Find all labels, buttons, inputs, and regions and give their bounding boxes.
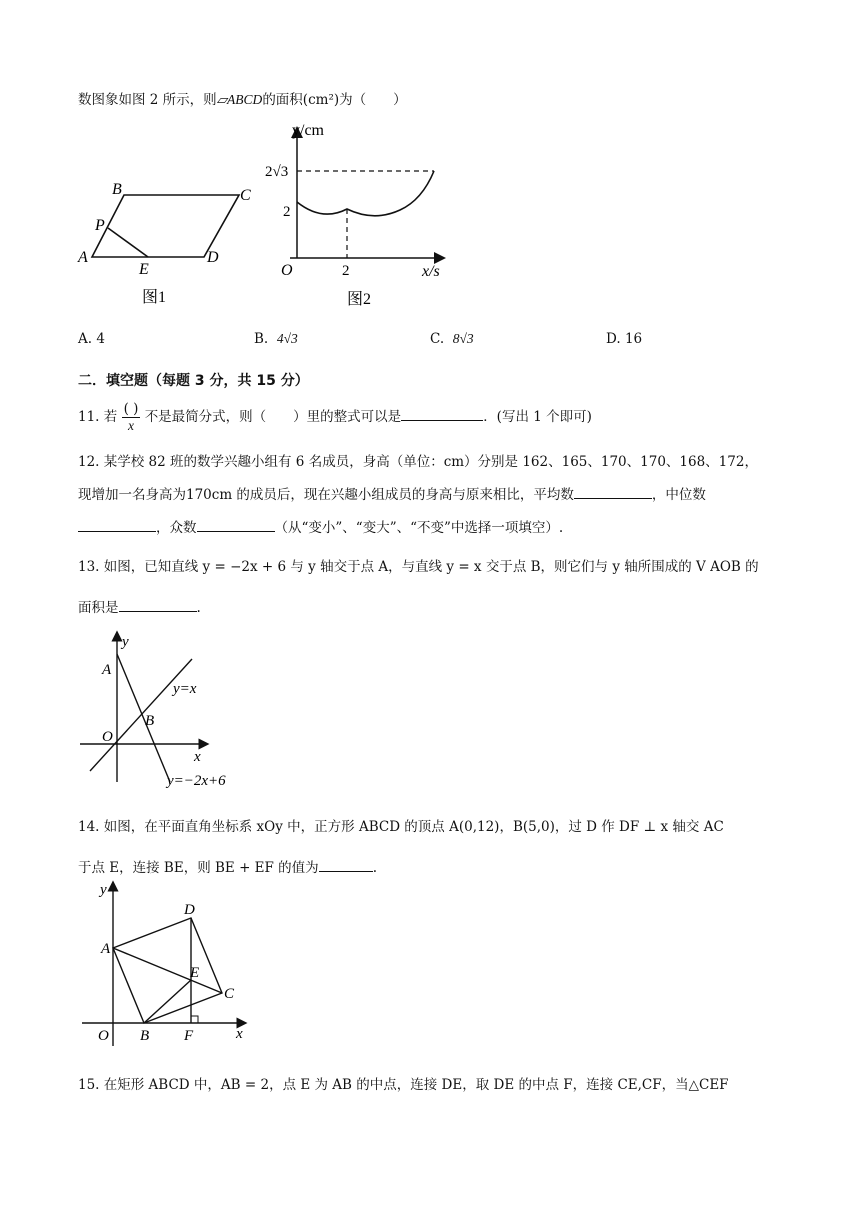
q14-line2: 于点 E，连接 BE，则 BE + EF 的值为 . — [78, 856, 377, 876]
q10-stem-mid: 的面积( — [262, 92, 309, 108]
q12-line3: ，众数 （从“变小”、“变大”、“不变”中选择一项填空）. — [78, 516, 563, 536]
q15-line1: 15. 在矩形 ABCD 中，AB = 2，点 E 为 AB 的中点，连接 DE，取 DE 的中点 F，连接 CE,CF，当△CEF — [78, 1077, 729, 1093]
fig2-y-label: y/cm — [292, 122, 324, 139]
q13-fig-label-b: B — [145, 713, 155, 729]
fig2-x-tick: 2 — [342, 263, 350, 279]
q14-fig-label-o: O — [98, 1028, 109, 1044]
fig1-label-e: E — [139, 261, 149, 278]
q12-mean-blank[interactable] — [574, 484, 652, 499]
fig1-caption: 图1 — [142, 289, 167, 306]
q10-figure-2 — [262, 118, 462, 308]
q13-line2: 面积是 . — [78, 596, 201, 616]
q12-line1: 12. 某学校 82 班的数学兴趣小组有 6 名成员，身高（单位：cm）分别是 162、165、170、170、168、172， — [78, 454, 758, 470]
parallelogram-label: ▱ABCD — [216, 92, 263, 107]
fig2-origin: O — [281, 262, 293, 279]
q14-fig-label-a: A — [101, 941, 111, 957]
q14-fig-label-c: C — [224, 986, 235, 1002]
q12-mode-blank[interactable] — [197, 517, 275, 532]
q10-stem — [78, 88, 407, 108]
q12-line2: 现增加一名身高为170cm 的成员后，现在兴趣小组成员的身高与原来相比，平均数 ，中位数 — [78, 483, 706, 503]
q14-line1: 14. 如图，在平面直角坐标系 xOy 中，正方形 ABCD 的顶点 A(0,12)，B(5,0)，过 D 作 DF ⊥ x 轴交 AC — [78, 819, 724, 835]
fig1-label-c: C — [240, 187, 251, 204]
q14-fig-label-x: x — [236, 1026, 243, 1042]
fig2-y-tick-low: 2 — [283, 204, 291, 220]
fig2-y-tick-top: 2√3 — [265, 164, 289, 180]
q14-answer-blank[interactable] — [319, 857, 373, 872]
q11-fraction: $\frac{( )}{x}$ — [123, 401, 139, 433]
q13-fig-label-x: x — [194, 749, 201, 765]
fig1-label-b: B — [112, 181, 122, 198]
q13-answer-blank[interactable] — [119, 597, 197, 612]
q13-figure — [74, 630, 274, 788]
q14-fig-label-y: y — [100, 882, 107, 898]
q13-fig-label-a: A — [102, 662, 112, 678]
q10-stem-prefix: 数图象如图 2 所示，则 — [78, 92, 217, 108]
fig1-label-a: A — [78, 249, 88, 266]
q13-fig-label-line: y=−2x+6 — [167, 773, 226, 788]
q10-unit: cm² — [308, 92, 334, 108]
q10-option-d: D. 16 — [606, 331, 643, 347]
fig2-x-label: x/s — [422, 263, 440, 280]
q10-figure-1 — [70, 178, 270, 306]
q12-median-blank[interactable] — [78, 517, 156, 532]
fig1-label-p: P — [95, 217, 105, 234]
section-title: 二．填空题（每题 3 分，共 15 分） — [78, 373, 309, 389]
q13-fig-label-y: y — [122, 634, 129, 650]
q14-fig-label-e: E — [190, 965, 200, 981]
q10-option-c: C. 8√3 — [430, 331, 474, 347]
fig2-caption: 图2 — [347, 291, 372, 308]
q10-stem-end: )为（ ） — [333, 92, 407, 108]
q14-fig-label-d: D — [184, 902, 195, 918]
q13-fig-label-o: O — [102, 729, 113, 745]
q10-option-b: B. 4√3 — [254, 331, 298, 347]
q13-line1: 13. 如图，已知直线 y = −2x + 6 与 y 轴交于点 A，与直线 y = x 交于点 B，则它们与 y 轴所围成的 V AOB 的 — [78, 559, 759, 575]
q14-figure — [76, 880, 256, 1046]
q10-option-a: A. 4 — [78, 331, 105, 347]
q11-answer-blank[interactable] — [401, 406, 483, 421]
fig1-label-d: D — [207, 249, 219, 266]
q14-fig-label-b: B — [140, 1028, 150, 1044]
q13-fig-label-yx: y=x — [173, 681, 197, 697]
q11: 11. 若 $\frac{( )}{x}$ 不是最简分式，则（ ）里的整式可以是 ．(写出 1 个即可) — [78, 401, 592, 433]
q14-fig-label-f: F — [184, 1028, 194, 1044]
